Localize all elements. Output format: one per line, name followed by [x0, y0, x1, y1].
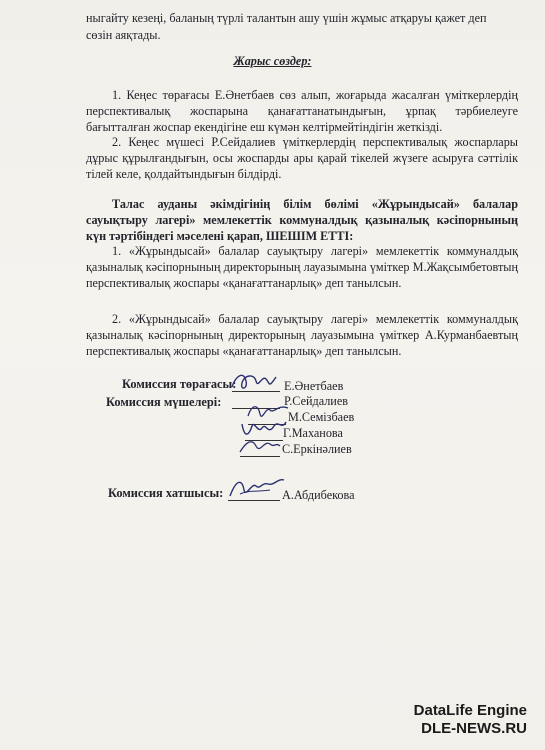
secretary-label: Комиссия хатшысы: — [108, 486, 224, 500]
chair-label: Комиссия төрағасы: — [122, 377, 237, 391]
member-4-signature — [234, 432, 284, 460]
debate-item-1: 1. Кеңес төрағасы Е.Әнетбаев сөз алып, жоғарыда жасалған үміткерлердің перспективалық жоспарына қанағаттанатындығын, ұрпақ тәрбиелеуге бағытталған жоспар екендігіне еш күмән келтірмейтіндігін жеткізді. — [86, 88, 518, 134]
member-name-4: С.Еркінәлиев — [282, 442, 352, 456]
debate-title: Жарыс сөздер: — [233, 54, 312, 68]
decision-heading: Талас ауданы әкімдігінің білім бөлімі «Жұрындысай» балалар сауықтыру лагері» мемлекеттік коммуналдық қазыналық кәсіпорнының күн тәртібіндегі мәселені қарап, ШЕШІМ ЕТТІ: — [86, 197, 518, 243]
decision-item-1: 1. «Жұрындысай» балалар сауықтыру лагері» мемлекеттік коммуналдық қазыналық кәсіпорнының директорының лауазымына үміткер М.Жақсымбетовтың перспективалық жоспары «қанағаттанарлық» деп танылсын. — [86, 244, 518, 290]
watermark-line-1: DataLife Engine — [413, 702, 527, 719]
member-name-1: Р.Сейдалиев — [284, 394, 348, 408]
member-name-2: М.Семізбаев — [288, 410, 355, 424]
watermark-line-2: DLE-NEWS.RU — [421, 720, 527, 737]
chair-name: Е.Әнетбаев — [284, 379, 344, 393]
member-name-3: Г.Маханова — [283, 426, 343, 440]
debate-item-2: 2. Кеңес мүшесі Р.Сейдалиев үміткерлердің перспективалық жоспарлары дұрыс құрылғандығын, осы жоспарды ары қарай тікелей жүзеге асыруға сәттілік тілей келе, қолдайтындығын білдірді. — [86, 135, 518, 181]
chair-signature — [226, 367, 282, 397]
decision-item-2: 2. «Жұрындысай» балалар сауықтыру лагері» мемлекеттік коммуналдық қазыналық кәсіпорнының директорының лауазымына үміткер А.Курманбаевтың перспективалық жоспары «қанағаттанарлық» деп танылсын. — [86, 312, 518, 358]
members-label: Комиссия мүшелері: — [106, 395, 222, 409]
intro-line-2: сөзін аяқтады. — [86, 28, 161, 42]
secretary-signature — [226, 472, 288, 504]
intro-line-1: ныгайту кезеңі, баланың түрлі талантын ашу үшін жұмыс атқаруы қажет деп — [86, 11, 487, 25]
secretary-name: А.Абдибекова — [282, 488, 355, 502]
